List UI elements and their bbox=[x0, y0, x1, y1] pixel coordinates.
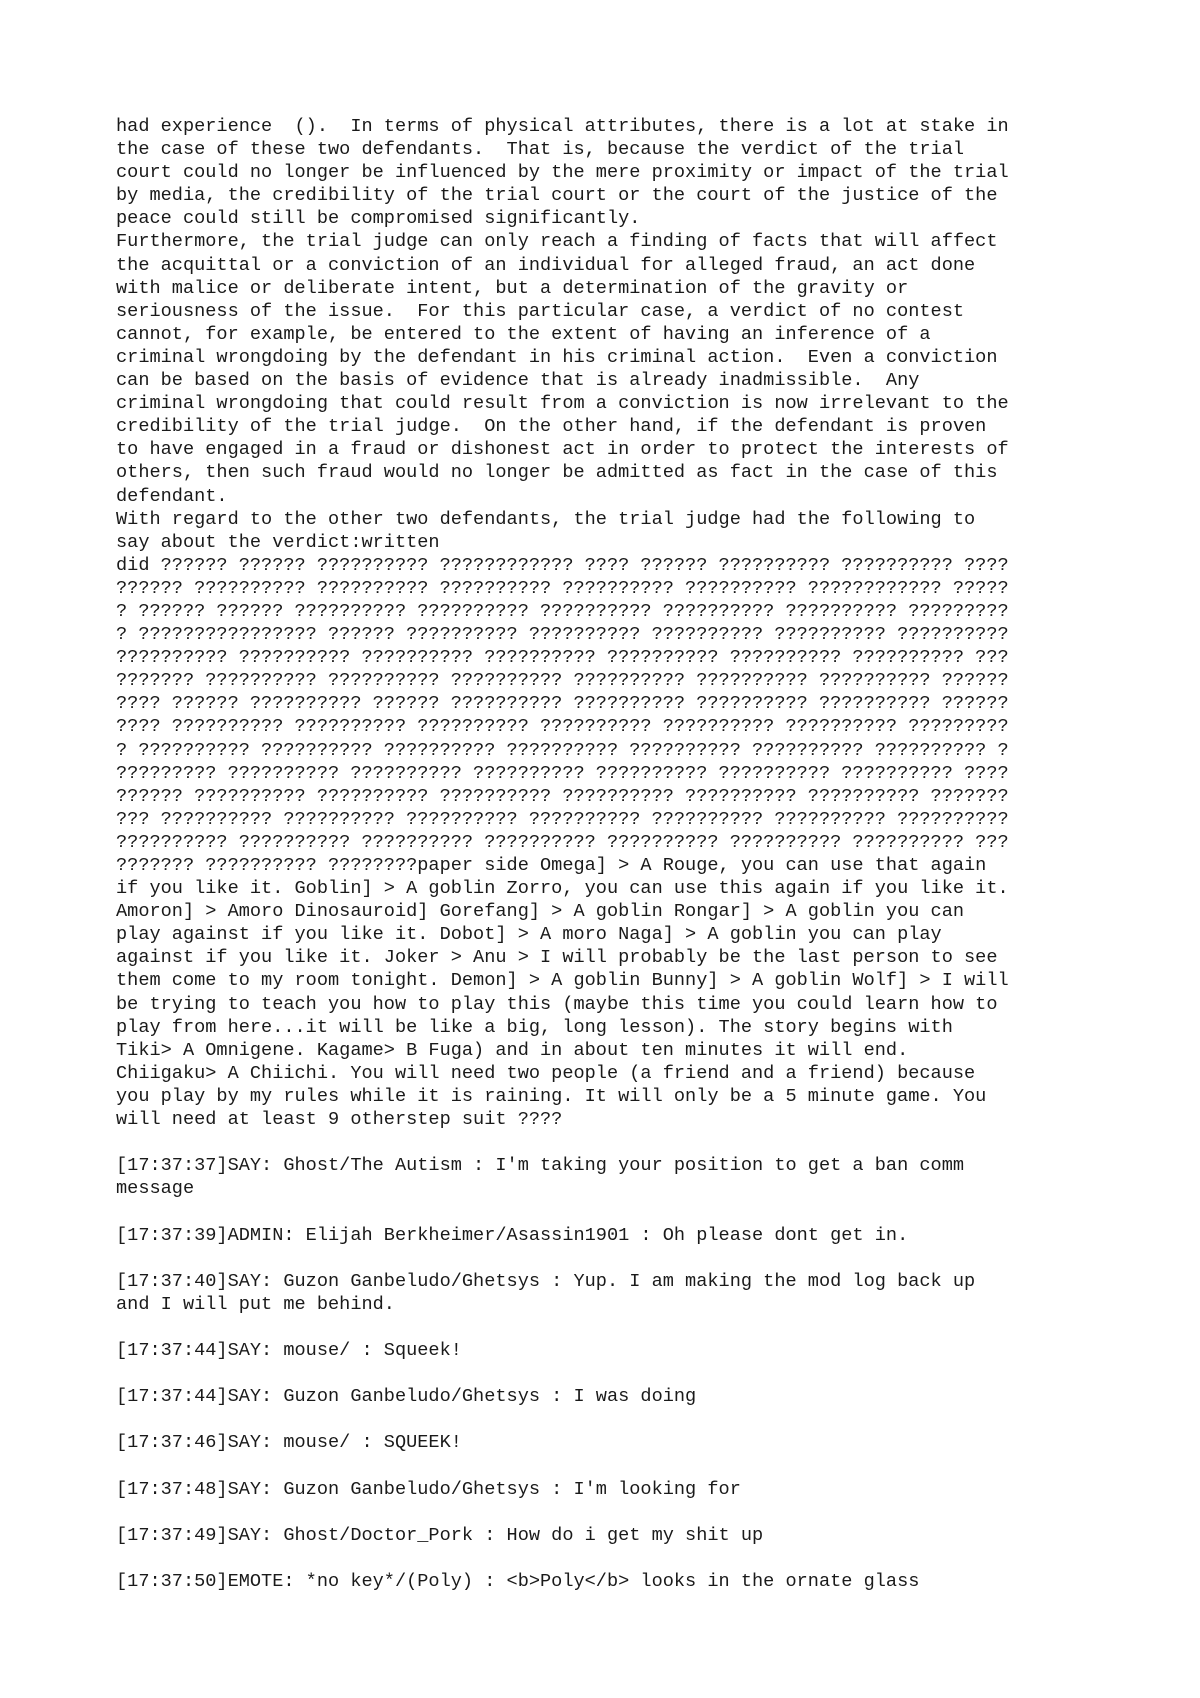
body-line: the acquittal or a conviction of an individual for alleged fraud, an act done bbox=[116, 254, 976, 276]
body-line: play against if you like it. Dobot] > A moro Naga] > A goblin you can play bbox=[116, 924, 942, 946]
log-line: and I will put me behind. bbox=[116, 1293, 395, 1315]
body-line: credibility of the trial judge. On the other hand, if the defendant is proven bbox=[116, 416, 987, 438]
body-line: ? ???????????????? ?????? ?????????? ?????????? ?????????? ?????????? ?????????? bbox=[116, 624, 1009, 646]
log-line: [17:37:49]SAY: Ghost/Doctor_Pork : How do i get my shit up bbox=[116, 1524, 764, 1546]
body-line: ? ?????? ?????? ?????????? ?????????? ?????????? ?????????? ?????????? ????????? bbox=[116, 600, 1009, 622]
body-line: the case of these two defendants. That is, because the verdict of the trial bbox=[116, 139, 965, 161]
log-entry bbox=[116, 1385, 1116, 1408]
log-line: message bbox=[116, 1178, 195, 1200]
body-line: seriousness of the issue. For this particular case, a verdict of no contest bbox=[116, 300, 965, 322]
body-line: ???? ?????????? ?????????? ?????????? ?????????? ?????????? ?????????? ????????? bbox=[116, 716, 1009, 738]
document-page bbox=[116, 115, 1116, 1593]
body-line: ????????? ?????????? ?????????? ?????????? ?????????? ?????????? ?????????? ???? bbox=[116, 762, 1009, 784]
body-line: if you like it. Goblin] > A goblin Zorro, you can use this again if you like it. bbox=[116, 878, 1009, 900]
log-entry bbox=[116, 1270, 1116, 1316]
body-line: ??????? ?????????? ????????paper side Omega] > A Rouge, you can use that again bbox=[116, 855, 987, 876]
body-line: them come to my room tonight. Demon] > A goblin Bunny] > A goblin Wolf] > I will bbox=[116, 970, 1009, 992]
body-line: ???? ?????? ?????????? ?????? ?????????? ?????????? ?????????? ?????????? ?????? bbox=[116, 693, 1009, 715]
body-line: by media, the credibility of the trial court or the court of the justice of the bbox=[116, 185, 998, 207]
body-line: to have engaged in a fraud or dishonest act in order to protect the interests of bbox=[116, 439, 1009, 461]
log-line: [17:37:37]SAY: Ghost/The Autism : I'm taking your position to get a ban comm bbox=[116, 1155, 965, 1177]
body-line: had experience (). In terms of physical attributes, there is a lot at stake in bbox=[116, 116, 1009, 137]
log-entry bbox=[116, 1431, 1116, 1454]
body-line: will need at least 9 otherstep suit ???? bbox=[116, 1109, 563, 1131]
log-line: [17:37:48]SAY: Guzon Ganbeludo/Ghetsys : I'm looking for bbox=[116, 1478, 741, 1500]
body-line: can be based on the basis of evidence that is already inadmissible. Any bbox=[116, 370, 920, 392]
log-line: [17:37:40]SAY: Guzon Ganbeludo/Ghetsys : Yup. I am making the mod log back up bbox=[116, 1270, 976, 1292]
body-line: ?????? ?????????? ?????????? ?????????? ?????????? ?????????? ???????????? ????? bbox=[116, 577, 1009, 599]
body-line: ?????????? ?????????? ?????????? ?????????? ?????????? ?????????? ?????????? ??? bbox=[116, 647, 1009, 669]
body-line: against if you like it. Joker > Anu > I will probably be the last person to see bbox=[116, 947, 998, 969]
body-line: criminal wrongdoing that could result from a conviction is now irrelevant to the bbox=[116, 393, 1009, 415]
body-line: you play by my rules while it is raining. It will only be a 5 minute game. You bbox=[116, 1085, 987, 1107]
body-line: defendant. bbox=[116, 485, 228, 507]
body-line: ? ?????????? ?????????? ?????????? ?????????? ?????????? ?????????? ?????????? ? bbox=[116, 739, 1009, 761]
log-entry bbox=[116, 1570, 1116, 1593]
body-line: With regard to the other two defendants, the trial judge had the following to bbox=[116, 508, 976, 530]
log-line: [17:37:50]EMOTE: *no key*/(Poly) : <b>Poly</b> looks in the ornate glass bbox=[116, 1570, 920, 1592]
body-text bbox=[116, 115, 1116, 1131]
body-line: did ?????? ?????? ?????????? ???????????? ???? ?????? ?????????? ?????????? ???? bbox=[116, 554, 1009, 576]
body-line: ??????? ?????????? ?????????? ?????????? ?????????? ?????????? ?????????? ?????? bbox=[116, 670, 1009, 692]
log-entry bbox=[116, 1478, 1116, 1501]
body-line: peace could still be compromised significantly. bbox=[116, 208, 641, 230]
chat-log bbox=[116, 1154, 1116, 1593]
log-entry bbox=[116, 1224, 1116, 1247]
body-line: say about the verdict:written bbox=[116, 531, 440, 553]
log-line: [17:37:46]SAY: mouse/ : SQUEEK! bbox=[116, 1432, 462, 1454]
body-line: court could no longer be influenced by the mere proximity or impact of the trial bbox=[116, 162, 1009, 184]
body-line: Chiigaku> A Chiichi. You will need two people (a friend and a friend) because bbox=[116, 1062, 976, 1084]
body-line: criminal wrongdoing by the defendant in his criminal action. Even a conviction bbox=[116, 346, 998, 368]
body-line: ?????????? ?????????? ?????????? ?????????? ?????????? ?????????? ?????????? ??? bbox=[116, 831, 1009, 853]
body-line: be trying to teach you how to play this (maybe this time you could learn how to bbox=[116, 993, 998, 1015]
log-line: [17:37:39]ADMIN: Elijah Berkheimer/Asassin1901 : Oh please dont get in. bbox=[116, 1224, 909, 1246]
body-line: others, then such fraud would no longer be admitted as fact in the case of this bbox=[116, 462, 998, 484]
body-line: with malice or deliberate intent, but a determination of the gravity or bbox=[116, 277, 909, 299]
log-entry bbox=[116, 1524, 1116, 1547]
body-line: Amoron] > Amoro Dinosauroid] Gorefang] > A goblin Rongar] > A goblin you can bbox=[116, 901, 965, 923]
body-line: ?????? ?????????? ?????????? ?????????? ?????????? ?????????? ?????????? ??????? bbox=[116, 785, 1009, 807]
log-entry bbox=[116, 1154, 1116, 1200]
body-line: Furthermore, the trial judge can only reach a finding of facts that will affect bbox=[116, 231, 998, 253]
log-entry bbox=[116, 1339, 1116, 1362]
body-line: cannot, for example, be entered to the extent of having an inference of a bbox=[116, 323, 931, 345]
body-line: play from here...it will be like a big, long lesson). The story begins with bbox=[116, 1016, 953, 1038]
body-line: Tiki> A Omnigene. Kagame> B Fuga) and in about ten minutes it will end. bbox=[116, 1039, 909, 1061]
body-line: ??? ?????????? ?????????? ?????????? ?????????? ?????????? ?????????? ?????????? bbox=[116, 808, 1009, 830]
log-line: [17:37:44]SAY: mouse/ : Squeek! bbox=[116, 1339, 462, 1361]
log-line: [17:37:44]SAY: Guzon Ganbeludo/Ghetsys : I was doing bbox=[116, 1386, 697, 1408]
